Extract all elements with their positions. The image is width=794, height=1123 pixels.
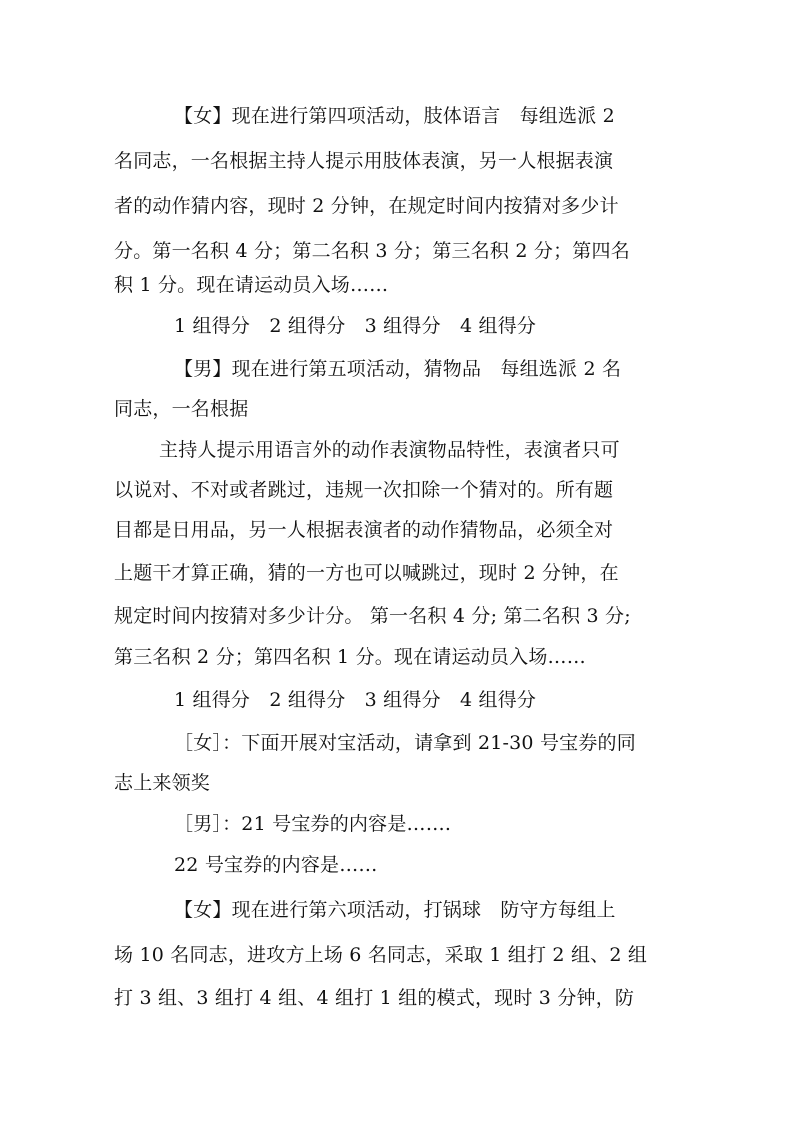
text-line: 积 1 分。现在请运动员入场……: [114, 274, 389, 296]
text-line: 上题干才算正确，猜的一方也可以喊跳过，现时 2 分钟，在: [114, 562, 619, 584]
text-line: 【女】现在进行第六项活动，打锅球 防守方每组上: [174, 899, 616, 921]
text-line: 【女】现在进行第四项活动，肢体语言 每组选派 2: [174, 105, 615, 127]
text-line: 场 10 名同志，进攻方上场 6 名同志，采取 1 组打 2 组、2 组: [114, 944, 648, 966]
score-line: 1 组得分 2 组得分 3 组得分 4 组得分: [174, 689, 537, 711]
text-line: 分。第一名积 4 分；第二名积 3 分；第三名积 2 分；第四名: [114, 240, 630, 262]
text-line: 22 号宝券的内容是……: [174, 854, 378, 876]
text-line: 主持人提示用语言外的动作表演物品特性，表演者只可: [159, 439, 620, 461]
text-line: 名同志，一名根据主持人提示用肢体表演，另一人根据表演: [114, 150, 614, 172]
text-line: 志上来领奖: [114, 772, 211, 794]
text-line: 目都是日用品，另一人根据表演者的动作猜物品，必须全对: [114, 519, 614, 541]
text-line: ［女］：下面开展对宝活动，请拿到 21-30 号宝券的同: [174, 732, 636, 754]
text-line: 打 3 组、3 组打 4 组、4 组打 1 组的模式，现时 3 分钟，防: [114, 987, 635, 1009]
text-line: 规定时间内按猜对多少计分。 第一名积 4 分; 第二名积 3 分;: [114, 605, 631, 627]
score-line: 1 组得分 2 组得分 3 组得分 4 组得分: [174, 315, 537, 337]
text-line: 者的动作猜内容，现时 2 分钟，在规定时间内按猜对多少计: [114, 195, 619, 217]
text-line: 【男】现在进行第五项活动，猜物品 每组选派 2 名: [174, 358, 622, 380]
text-line: 第三名积 2 分；第四名积 1 分。现在请运动员入场……: [114, 646, 586, 668]
text-line: ［男］：21 号宝券的内容是…….: [174, 813, 452, 835]
text-line: 同志，一名根据: [114, 398, 249, 420]
text-line: 以说对、不对或者跳过，违规一次扣除一个猜对的。所有题: [114, 479, 614, 501]
